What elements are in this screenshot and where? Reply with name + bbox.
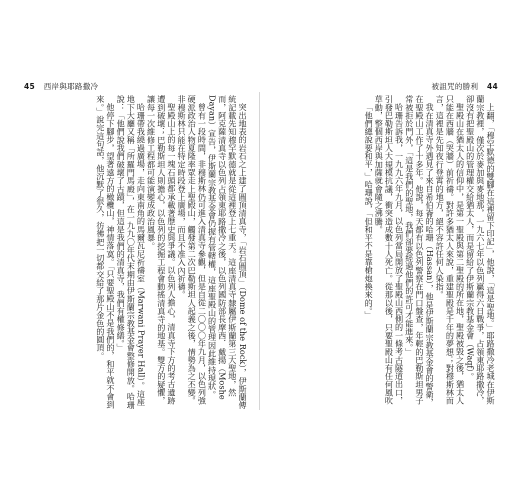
page-gutter <box>259 92 260 410</box>
left-paragraph: 曾有一段時間，非穆斯林仍可進入清真寺參觀，但是自從二〇〇〇年九月，以色列強硬派政治人物夏隆率眾走上聖殿山，觸發第二次巴勒斯坦人起義之後，情勢為之丕變。非穆斯林只能在特定時段登上廣場，而且不准入內祈禱。 <box>177 95 208 405</box>
right-page-body <box>272 95 496 411</box>
left-paragraph: 聖殿山上的每一塊石頭都承載著歷史與爭議。以色列人擔心，清真寺下方的考古遺跡遭到破壞；巴勒斯坦人則擔心，以色列的挖掘工程會動搖清真寺的地基。雙方的疑懼，讓每一次維修工程都可能演變成政治風暴。 <box>146 95 177 405</box>
left-page-body <box>24 95 248 411</box>
right-page-header <box>431 81 498 92</box>
right-paragraph: 哈珊告訴我，一九九六年九月，以色列當局開放了聖殿山西側的一條考古隧道出口，引發巴勒斯坦人大規模抗議，衝突造成數十人死亡。從那以後，只要聖殿山有任何風吹草動，整個西岸與加薩就會隨之沸騰。 <box>374 95 405 405</box>
left-paragraph: 突出地表的岩石之上建了圓頂清真寺，「岩石圓頂」（Dome of the Rock），伊斯蘭傳統記載先知穆罕默德就是從這裡登上七重天。這座清真寺隸屬伊斯蘭第三大聖地，然而，阿克薩清真寺以色列占領東耶路撒冷之後，以色列國防部長摩西．戴揚（Moshe Dayan）宣告，伊斯蘭宗教基金會仍握有管轄權，這座聖殿山的管理因此維持現狀。 <box>207 95 248 410</box>
left-page-number: 45 <box>24 82 36 91</box>
left-running-head: 西岸與耶路撒冷 <box>43 82 99 91</box>
right-paragraph: 我在清真寺外遇見了來自希伯崙的哈珊（Hassan），他是伊斯蘭宗教基金會的警衛，在聖殿山工作了十多年。他說，每天都有以色列警察在門口盤查，年輕的巴勒斯坦男子常被拒於門外，「這是我們的聖地，我們卻要經過他們的許可才能進來。」 <box>404 95 436 407</box>
left-paragraph: 哈珊帶我繞過廣場，走向東南角的馬爾瓦尼祈禱室（Marwani Prayer Hall）。這座地下大廳又稱「所羅門馬廄」，在一九九〇年代末期由伊斯蘭宗教基金會整修開放。哈珊說：「他們說我們破壞了古蹟，但這是我們的清真寺，我們有權修繕。」 <box>116 95 147 409</box>
right-running-head: 被詛咒的勝利 <box>431 82 479 91</box>
left-paragraph: 他停下腳步，望著遠方的橄欖山，神情落寞。「只要聖殿山不是我們的，和平就不會到來。」說完這句話，他沉默了很久，彷彿把一切都交給了那片金色的圓頂。 <box>95 95 116 409</box>
right-paragraph: 「他們總說要和平，」哈珊說，「但和平不是靠槍炮換來的。」 <box>364 103 375 320</box>
right-paragraph: 聖殿山在猶太人的信仰中，是第一聖殿與第二聖殿的所在地，聖殿被毀之後，猶太人只能在西牆（哭牆）前祈禱。對許多猶太人來說，重建聖殿是千年的夢想；對穆斯林而言，這裡是先知夜行登霄的地方，絕不容許任何人染指。 <box>435 95 466 405</box>
left-page-header <box>24 81 98 92</box>
right-page-number: 44 <box>486 82 498 91</box>
right-paragraph: 上翻，「穆罕默德的雙腳在這裡留下印記」，他說，「這是聖地。」耶路撒冷老城在伊斯蘭宗教裡，僅次於麥加與麥地那，一九六七年以色列贏得六日戰爭，占領東耶路撒冷，卻沒有把聖殿山的管理權交給猶太人，而是留給了伊斯蘭宗教基金會（Waqf）。 <box>465 95 496 405</box>
